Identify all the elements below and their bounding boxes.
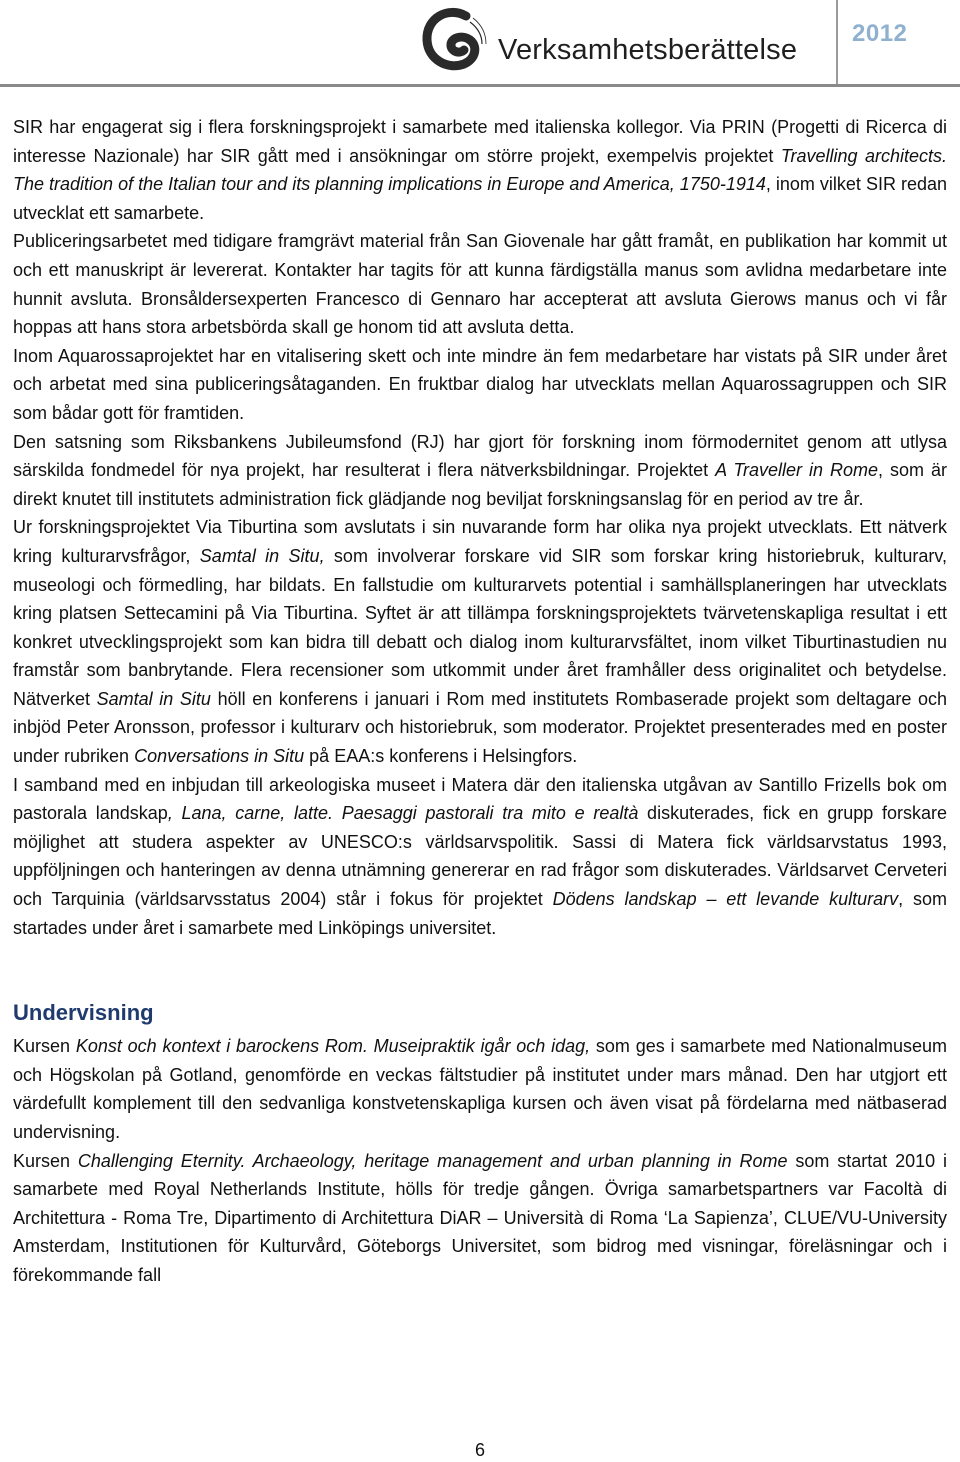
document-title: Verksamhetsberättelse — [498, 34, 798, 66]
paragraph-publications: Publiceringsarbetet med tidigare framgrävt material från San Giovenale har gått framåt, en publikation har kommit ut och ett manuskript är levererat. Kontakter har tagits för att kunna färdigställa manus som avlidna medarbetare inte hunnit avsluta. Bronsåldersexperten Francesco di Gennaro har accepterat att avsluta Gierows manus och vi får hoppas att hans stora arbetsbörda skall ge honom tid att avsluta detta. — [13, 231, 947, 338]
page-header — [0, 0, 960, 86]
report-year: 2012 — [852, 20, 908, 47]
page-number: 6 — [474, 1440, 485, 1460]
paragraph-research-projects: SIR har engagerat sig i flera forskningsprojekt i samarbete med italienska kollegor. Via PRIN (Progetti di Ricerca di interesse Nazionale) har SIR gått med i ansökningar om större projekt, exempelvis projektet Travelling architects. The tradition of the Italian tour and its planning implications in Europe and America, 1750-1914, inom vilket SIR redan utvecklat ett samarbete. — [13, 117, 947, 223]
paragraph-via-tiburtina: Ur forskningsprojektet Via Tiburtina som avslutats i sin nuvarande form har olika nya projekt utvecklats. Ett nätverk kring kulturarvsfrågor, Samtal in Situ, som involverar forskare vid SIR som forskar kring historiebruk, kulturarv, museologi och förmedling, har bildats. En fallstudie om kulturarvets potential i samhällsplaneringen har utvecklats kring platsen Settecamini på Via Tiburtina. Syftet är att tillämpa forskningsprojektets tvärvetenskapliga resultat i ett konkret utvecklingsprojekt som kan bidra till debatt och dialog inom kulturarvsfältet, inom vilket Tiburtinastudien nu framstår som banbrytande. Flera recensioner som utkommit under året framhåller dess originalitet och betydelse. Nätverket Samtal in Situ höll en konferens i januari i Rom med institutets Rombaserade projekt som deltagare och inbjöd Peter Aronsson, professor i kulturarv och historiebruk, som moderator. Projektet presenterades med en poster under rubriken Conversations in Situ på EAA:s konferens i Helsingfors. — [13, 517, 947, 767]
paragraph-riksbanken: Den satsning som Riksbankens Jubileumsfond (RJ) har gjort för forskning inom förmodernitet genom att utlysa särskilda fondmedel för nya projekt, har resulterat i flera nätverksbildningar. Projektet A Traveller in Rome, som är direkt knutet till institutets administration fick glädjande nog beviljat forskningsanslag för en period av tre år. — [13, 431, 947, 509]
paragraph-challenging-eternity: Kursen Challenging Eternity. Archaeology, heritage management and urban planning in Rome som startat 2010 i samarbete med Royal Netherlands Institute, hölls för tredje gången. Övriga samarbetspartners var Facoltà di Architettura - Roma Tre, Dipartimento di Architettura DiAR – Università di Roma ‘La Sapienza’, CLUE/VU-University Amsterdam, Institutionen för Kulturvård, Göteborgs Universitet, som bidrog med visningar, föreläsningar och i förekommande fall — [13, 1150, 947, 1285]
paragraph-baroque-course: Kursen Konst och kontext i barockens Rom. Museipraktik igår och idag, som ges i samarbete med Nationalmuseum och Högskolan på Gotland, genomförde en veckas fältstudier på institutet under mars månad. Den har utgjort ett värdefullt komplement till den sedvanliga konstvetenskapliga kursen och även visat på fördelarna med nätbaserad undervisning. — [13, 1036, 947, 1142]
section-heading-undervisning: Undervisning — [13, 1000, 154, 1026]
header-rule — [0, 84, 960, 87]
svenska-institutet-i-rom-logo-icon — [418, 4, 490, 76]
paragraph-aquarossa: Inom Aquarossaprojektet har en vitalisering skett och inte mindre än fem medarbetare har vistats på SIR under året och arbetat med sina publiceringsåtaganden. En fruktbar dialog har utvecklats mellan Aquarossagruppen och SIR som bådar gott för framtiden. — [13, 345, 947, 423]
header-divider — [836, 0, 838, 84]
page-body — [13, 113, 947, 1290]
section-spacer — [13, 942, 947, 998]
paragraph-matera: I samband med en inbjudan till arkeologiska museet i Matera där den italienska utgåvan av Santillo Frizells bok om pastorala landskap, Lana, carne, latte. Paesaggi pastorali tra mito e realtà diskuterades, fick en grupp forskare möjlighet att studera aspekter av UNESCO:s världsarvspolitik. Sassi di Matera fick världsarvstatus 1993, uppföljningen och hanteringen av denna utnämning genererar en rad frågor som diskuterades. Världsarvet Cerveteri och Tarquinia (världsarvsstatus 2004) står i fokus för projektet Dödens landskap – ett levande kulturarv, som startades under året i samarbete med Linköpings universitet. — [13, 774, 947, 938]
